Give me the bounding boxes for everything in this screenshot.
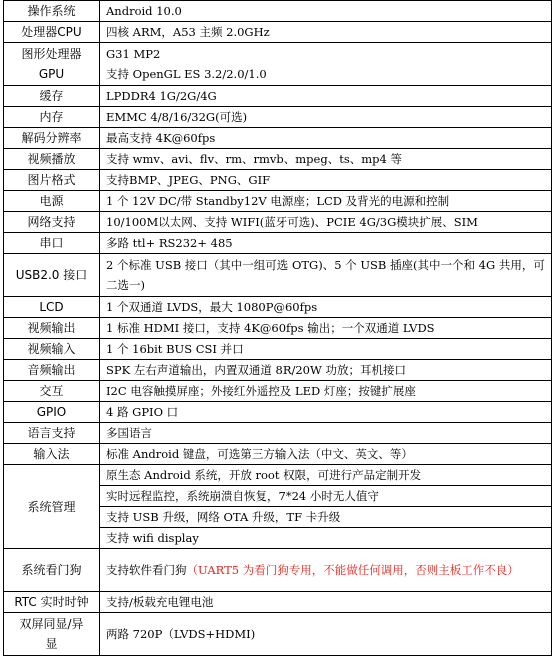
row-label: 音频输出 [4, 360, 100, 381]
table-row [4, 318, 552, 339]
row-value: 支持 wmv、avi、flv、rm、rmvb、mpeg、ts、mp4 等 [100, 149, 552, 170]
row-value: EMMC 4/8/16/32G(可选) [100, 107, 552, 128]
table-row [4, 43, 552, 86]
label-line: 显 [45, 637, 58, 651]
table-row [4, 128, 552, 149]
row-label: 视频输入 [4, 339, 100, 360]
watchdog-value: 支持软件看门狗 [106, 563, 187, 577]
row-value: Android 10.0 [100, 1, 552, 22]
table-row [4, 1, 552, 22]
row-label: 解码分辨率 [4, 128, 100, 149]
label-line: 双屏同显/异 [19, 617, 84, 631]
row-value [100, 43, 552, 86]
row-value: SPK 左右声道输出，内置双通道 8R/20W 功放；耳机接口 [100, 360, 552, 381]
table-row [4, 465, 552, 486]
row-value: 多路 ttl+ RS232+ 485 [100, 233, 552, 254]
row-value: 四核 ARM，A53 主频 2.0GHz [100, 22, 552, 43]
table-row [4, 149, 552, 170]
row-label: 图片格式 [4, 170, 100, 191]
value-line: G31 MP2 [106, 47, 161, 61]
row-value: 支持BMP、JPEG、PNG、GIF [100, 170, 552, 191]
label-line: GPU [38, 67, 65, 81]
row-label: 内存 [4, 107, 100, 128]
table-row [4, 233, 552, 254]
table-row [4, 339, 552, 360]
row-value [100, 549, 552, 592]
row-label [4, 43, 100, 86]
row-value: I2C 电容触摸屏座；外接红外遥控及 LED 灯座；按键扩展座 [100, 381, 552, 402]
row-label: 操作系统 [4, 1, 100, 22]
row-value: LPDDR4 1G/2G/4G [100, 86, 552, 107]
table-row [4, 402, 552, 423]
row-value: 标准 Android 键盘，可选第三方输入法（中文、英文、等） [100, 444, 552, 465]
row-label: 交互 [4, 381, 100, 402]
row-value: 4 路 GPIO 口 [100, 402, 552, 423]
row-value: 原生态 Android 系统，开放 root 权限，可进行产品定制开发 [100, 465, 552, 486]
table-row [4, 22, 552, 43]
table-row [4, 254, 552, 297]
row-label: 处理器CPU [4, 22, 100, 43]
row-label: 系统看门狗 [4, 549, 100, 592]
row-value: 10/100M以太网、支持 WIFI(蓝牙可选)、PCIE 4G/3G模块扩展、SIM [100, 212, 552, 233]
row-label [4, 613, 100, 656]
label-line: 图形处理器 [21, 47, 82, 61]
row-label: 电源 [4, 191, 100, 212]
value-line: 支持 OpenGL ES 3.2/2.0/1.0 [106, 67, 267, 81]
row-label: USB2.0 接口 [4, 254, 100, 297]
table-row [4, 191, 552, 212]
row-label: 系统管理 [4, 465, 100, 549]
row-label: 网络支持 [4, 212, 100, 233]
row-label: 视频播放 [4, 149, 100, 170]
row-value: 两路 720P（LVDS+HDMI) [100, 613, 552, 656]
row-label: 缓存 [4, 86, 100, 107]
row-label: 视频输出 [4, 318, 100, 339]
table-row [4, 360, 552, 381]
row-label: 输入法 [4, 444, 100, 465]
row-value: 1 个 16bit BUS CSI 并口 [100, 339, 552, 360]
row-value: 1 标准 HDMI 接口，支持 4K@60fps 输出；一个双通道 LVDS [100, 318, 552, 339]
table-row [4, 592, 552, 613]
row-value: 支持/板载充电锂电池 [100, 592, 552, 613]
table-row [4, 297, 552, 318]
table-row [4, 444, 552, 465]
row-value: 多国语言 [100, 423, 552, 444]
row-value: 支持 wifi display [100, 528, 552, 549]
table-row [4, 107, 552, 128]
row-label: LCD [4, 297, 100, 318]
watchdog-warning: （UART5 为看门狗专用，不能做任何调用，否则主板工作不良） [186, 563, 519, 577]
row-label: GPIO [4, 402, 100, 423]
row-value: 1 个 12V DC/带 Standby12V 电源座；LCD 及背光的电源和控制 [100, 191, 552, 212]
row-value: 2 个标准 USB 接口（其中一组可选 OTG)、5 个 USB 插座(其中一个和 4G 共用，可二选一) [100, 254, 552, 297]
table-row [4, 613, 552, 656]
row-value: 实时远程监控，系统崩溃自恢复，7*24 小时无人值守 [100, 486, 552, 507]
row-label: 串口 [4, 233, 100, 254]
row-value: 支持 USB 升级，网络 OTA 升级，TF 卡升级 [100, 507, 552, 528]
table-row [4, 381, 552, 402]
row-value: 1 个双通道 LVDS，最大 1080P@60fps [100, 297, 552, 318]
table-row [4, 170, 552, 191]
spec-table [3, 0, 552, 656]
table-row [4, 549, 552, 592]
row-label: 语言支持 [4, 423, 100, 444]
row-value: 最高支持 4K@60fps [100, 128, 552, 149]
table-row [4, 212, 552, 233]
table-row [4, 86, 552, 107]
row-label: RTC 实时时钟 [4, 592, 100, 613]
table-row [4, 423, 552, 444]
